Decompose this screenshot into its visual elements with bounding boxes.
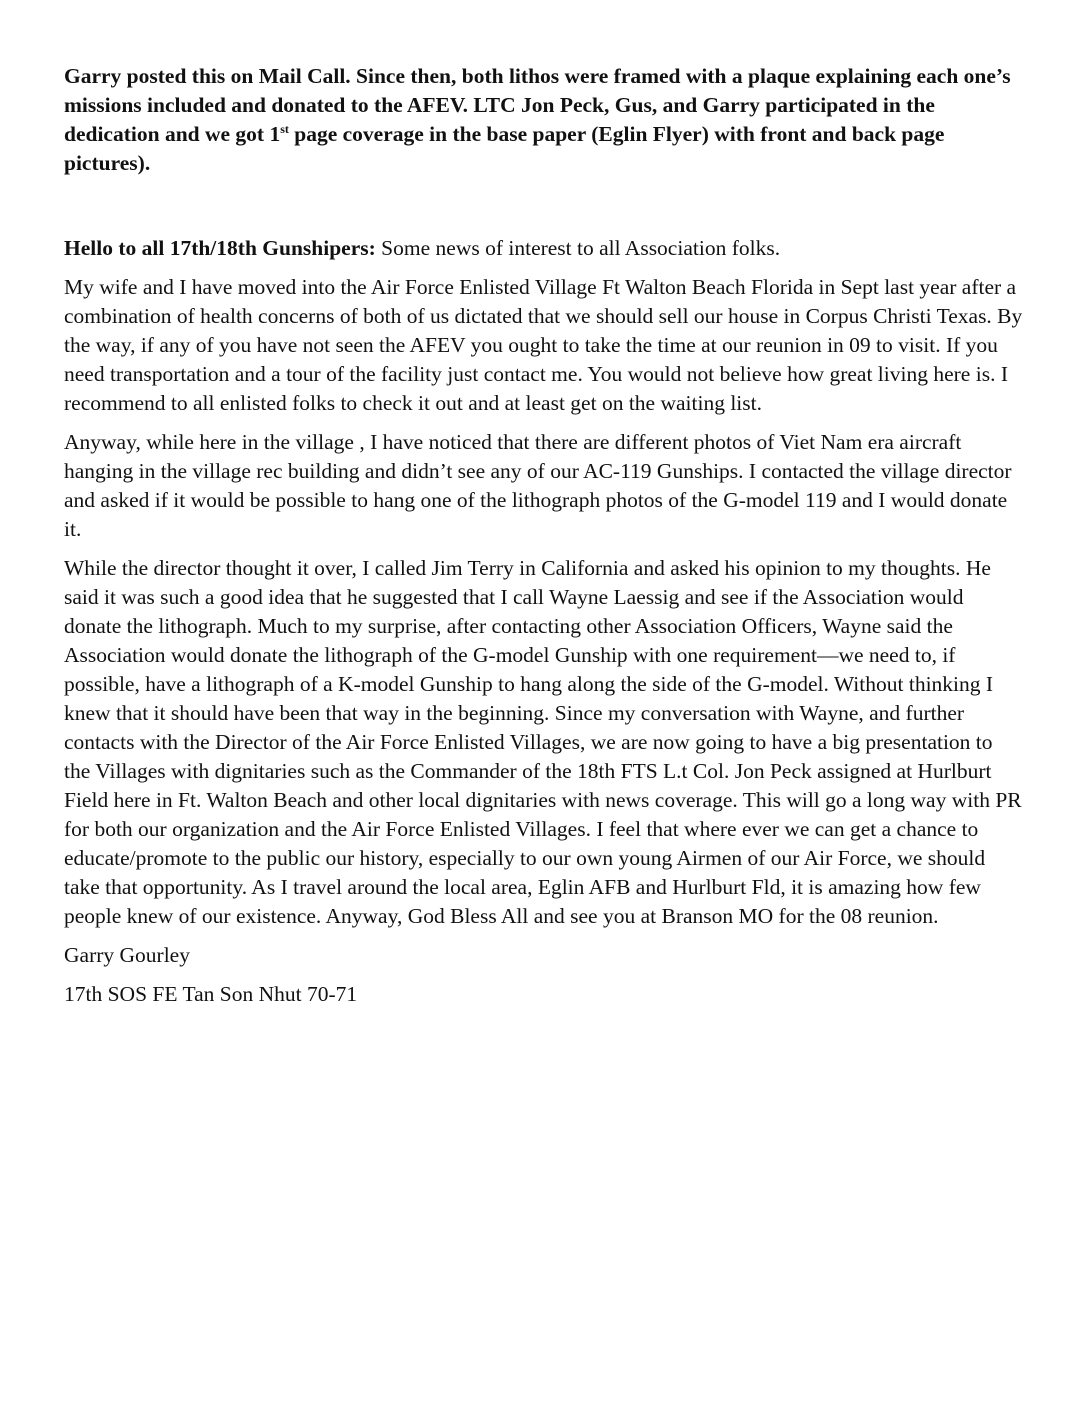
greeting-line bbox=[64, 234, 1024, 263]
signature-name: Garry Gourley bbox=[64, 943, 190, 967]
signature-unit: 17th SOS FE Tan Son Nhut 70-71 bbox=[64, 982, 358, 1006]
letter-paragraph-2: Anyway, while here in the village , I have noticed that there are different photos of Viet Nam era aircraft hanging in the village rec building and didn’t see any of our AC-119 Gunships. I contacted the village director and asked if it would be possible to hang one of the lithograph photos of the G-model 119 and I would donate it. bbox=[64, 430, 1012, 541]
intro-note bbox=[64, 62, 1024, 178]
letter-paragraph-1: My wife and I have moved into the Air Force Enlisted Village Ft Walton Beach Florida in Sept last year after a combination of health concerns of both of us dictated that we should sell our house in Corpus Christi Texas. By the way, if any of you have not seen the AFEV you ought to take the time at our reunion in 09 to visit. If you need transportation and a tour of the facility just contact me. You would not believe how great living here is. I recommend to all enlisted folks to check it out and at least get on the waiting list. bbox=[64, 275, 1023, 415]
intro-superscript: st bbox=[280, 121, 289, 136]
document-page bbox=[64, 62, 1024, 1019]
greeting-salutation: Hello to all 17th/18th Gunshipers: bbox=[64, 236, 376, 260]
letter-paragraph-3: While the director thought it over, I called Jim Terry in California and asked his opinion to my thoughts. He said it was such a good idea that he suggested that I call Wayne Laessig and see if the Association would donate the lithograph. Much to my surprise, after contacting other Association Officers, Wayne said the Association would donate the lithograph of the G-model Gunship with one requirement—we need to, if possible, have a lithograph of a K-model Gunship to hang along the side of the G-model. Without thinking I knew that it should have been that way in the beginning. Since my conversation with Wayne, and further contacts with the Director of the Air Force Enlisted Villages, we are now going to have a big presentation to the Villages with dignitaries such as the Commander of the 18th FTS L.t Col. Jon Peck assigned at Hurlburt Field here in Ft. Walton Beach and other local dignitaries with news coverage. This will go a long way with PR for both our organization and the Air Force Enlisted Villages. I feel that where ever we can get a chance to educate/promote to the public our history, especially to our own young Airmen of our Air Force, we should take that opportunity. As I travel around the local area, Eglin AFB and Hurlburt Fld, it is amazing how few people knew of our existence. Anyway, God Bless All and see you at Branson MO for the 08 reunion. bbox=[64, 556, 1022, 928]
intro-text-part2: page coverage in the base paper (Eglin Flyer) with front and back page pictures). bbox=[64, 122, 945, 175]
greeting-text: Some news of interest to all Association folks. bbox=[375, 236, 781, 260]
intro-text-part1: Garry posted this on Mail Call. Since then, both lithos were framed with a plaque explaining each one’s missions included and donated to the AFEV. LTC Jon Peck, Gus, and Garry participated in the dedication and we got 1 bbox=[64, 64, 1011, 146]
